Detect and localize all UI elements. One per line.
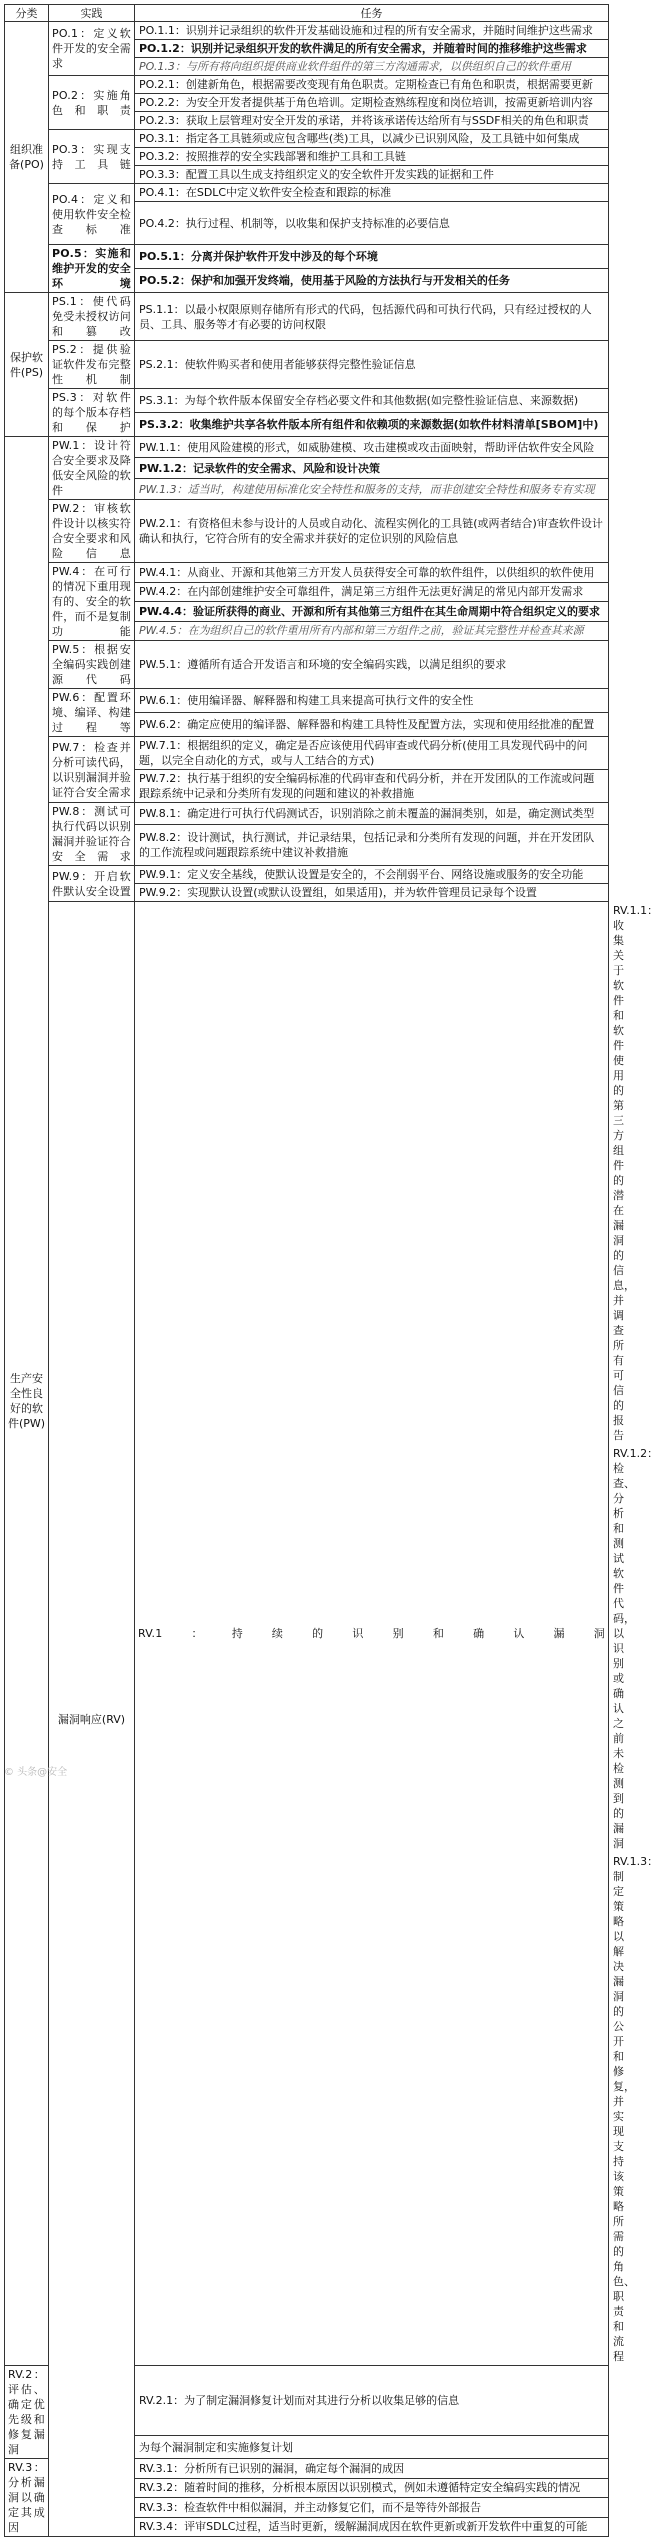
task-rv2-1: RV.2.1：为了制定漏洞修复计划而对其进行分析以收集足够的信息: [135, 2366, 609, 2436]
practice-rv3: RV.3：分析漏洞以确定其成因: [5, 2459, 49, 2537]
table-row: [5, 866, 609, 884]
practice-pw9: PW.9：开启软件默认安全设置: [49, 866, 135, 902]
task-po5-1: PO.5.1：分离并保护软件开发中涉及的每个环境: [135, 245, 609, 269]
category-po: 组织准备(PO): [5, 22, 49, 293]
task-pw4-5: PW.4.5：在为组织自己的软件重用所有内部和第三方组件之前，验证其完整性并检查其来源: [135, 621, 609, 641]
task-po3-2: PO.3.2：按照推荐的安全实践部署和维护工具和工具链: [135, 148, 609, 166]
task-pw5-1: PW.5.1：遵循所有适合开发语言和环境的安全编码实践，以满足组织的要求: [135, 641, 609, 689]
task-rv3-3: RV.3.3：检查软件中相似漏洞，并主动修复它们，而不是等待外部报告: [135, 2498, 609, 2518]
table-row: RV.1.2：检查、分析和测试软件代码，以识别或确认之前未检测到的漏洞: [613, 1447, 658, 1850]
practice-po5: PO.5：实施和维护开发的安全环境: [49, 245, 135, 293]
practice-ps3: PS.3：对软件的每个版本存档和保护: [49, 389, 135, 437]
task-pw1-2: PW.1.2：记录软件的安全需求、风险和设计决策: [135, 458, 609, 479]
task-po2-3: PO.2.3：获取上层管理对安全开发的承诺，并将该承诺传达给所有与SSDF相关的角色和职责: [135, 112, 609, 130]
task-rv3-2: RV.3.2：随着时间的推移，分析根本原因以识别模式，例如未遵循特定安全编码实践的情况: [135, 2478, 609, 2498]
task-pw8-1: PW.8.1：确定进行可执行代码测试否，识别消除之前未覆盖的漏洞类别，如是，确定测试类型: [135, 803, 609, 825]
task-po3-1: PO.3.1：指定各工具链须或应包含哪些(类)工具，以减少已识别风险，及工具链中如何集成: [135, 130, 609, 148]
practice-pw4: PW.4：在可行的情况下重用现有的、安全的软件，而不是复制功能: [49, 563, 135, 641]
table-row: RV.1.3：制定策略以解决漏洞的公开和修复，并实现支持该策略所需的角色、职责和流程: [613, 1855, 658, 2363]
task-po4-1: PO.4.1：在SDLC中定义软件安全检查和跟踪的标准: [135, 184, 609, 202]
task-po1-2: PO.1.2：识别并记录组织开发的软件满足的所有安全需求，并随着时间的推移维护这些需求: [135, 40, 609, 58]
task-pw6-2: PW.6.2：确定应使用的编译器、解释器和构建工具特性及配置方法，实现和使用经批准的配置: [135, 713, 609, 737]
header-practice: 实践: [49, 5, 135, 22]
category-ps: 保护软件(PS): [5, 293, 49, 437]
task-pw7-1: PW.7.1：根据组织的定义，确定是否应该使用代码审查或代码分析(使用工具发现代码中的问题，以完全自动化的方式，或与人工结合的方式): [135, 737, 609, 770]
table-row: [5, 130, 609, 148]
task-pw4-4: PW.4.4：验证所获得的商业、开源和所有其他第三方组件在其生命周期中符合组织定义的要求: [135, 602, 609, 622]
task-pw7-2: PW.7.2：执行基于组织的安全编码标准的代码审查和代码分析，并在开发团队的工作流或问题跟踪系统中记录和分类所有发现的问题和建议的补救措施: [135, 770, 609, 803]
task-ps1-1: PS.1.1：以最小权限原则存储所有形式的代码，包括源代码和可执行代码，只有经过授权的人员、工具、服务等才有必要的访问权限: [135, 293, 609, 341]
task-po1-3: PO.1.3：与所有将向组织提供商业软件组件的第三方沟通需求，以供组织自己的软件重用: [135, 58, 609, 76]
task-po2-1: PO.2.1：创建新角色，根据需要改变现有角色职责。定期检查已有角色和职责，根据需要更新: [135, 76, 609, 94]
practice-po2: PO.2：实施角色和职责: [49, 76, 135, 130]
practice-pw2: PW.2：审核软件设计以核实符合安全要求和风险信息: [49, 500, 135, 563]
table-row: [5, 76, 609, 94]
practice-pw6: PW.6：配置环境、编译、构建过程等: [49, 689, 135, 737]
header-task: 任务: [135, 5, 609, 22]
table-row: [5, 22, 609, 40]
practice-pw8: PW.8：测试可执行代码以识别漏洞并验证符合安全需求: [49, 803, 135, 866]
table-row: [5, 437, 609, 458]
table-row: [5, 500, 609, 563]
task-pw1-3: PW.1.3：适当时，构建使用标准化安全特性和服务的支持，而非创建安全特性和服务专有实现: [135, 479, 609, 500]
task-pw9-1: PW.9.1：定义安全基线，使默认设置是安全的，不会削弱平台、网络设施或服务的安全功能: [135, 866, 609, 884]
table-row: [5, 689, 609, 713]
practice-rv1: RV.1：持续的识别和确认漏洞: [135, 902, 609, 2366]
task-po1-1: PO.1.1：识别并记录组织的软件开发基础设施和过程的所有安全需求，并随时间维护这些需求: [135, 22, 609, 40]
table-row: [5, 389, 609, 413]
task-po2-2: PO.2.2：为安全开发者提供基于角色培训。定期检查熟练程度和岗位培训，按需更新培训内容: [135, 94, 609, 112]
table-row: [5, 803, 609, 825]
practice-rv2: RV.2：评估、确定优先级和修复漏洞: [5, 2366, 49, 2459]
table-row: [5, 641, 609, 689]
task-rv3-4: RV.3.4：评审SDLC过程，适当时更新，缓解漏洞成因在软件更新或新开发软件中重复的可能: [135, 2517, 609, 2537]
table-row: [5, 293, 609, 341]
task-pw4-2: PW.4.2：在内部创建维护安全可靠组件，满足第三方组件无法更好满足的常见内部开发需求: [135, 582, 609, 602]
task-pw9-2: PW.9.2：实现默认设置(或默认设置组，如果适用)，并为软件管理员记录每个设置: [135, 884, 609, 902]
task-pw8-2: PW.8.2：设计测试，执行测试，并记录结果，包括记录和分类所有发现的问题，并在开发团队的工作流程或问题跟踪系统中建议补救措施: [135, 825, 609, 866]
task-pw4-1: PW.4.1：从商业、开源和其他第三方开发人员获得安全可靠的软件组件，以供组织的软件使用: [135, 563, 609, 583]
table-row: [5, 245, 609, 269]
task-po4-2: PO.4.2：执行过程、机制等，以收集和保护支持标准的必要信息: [135, 202, 609, 245]
practice-pw1: PW.1：设计符合安全要求及降低安全风险的软件: [49, 437, 135, 500]
practice-pw7: PW.7：检查并分析可读代码，以识别漏洞并验证符合安全需求: [49, 737, 135, 803]
table-row: [5, 184, 609, 202]
category-rv: 漏洞响应(RV): [49, 902, 135, 2537]
practice-pw5: PW.5：根据安全编码实践创建源代码: [49, 641, 135, 689]
task-ps3-2: PS.3.2：收集维护共享各软件版本所有组件和依赖项的来源数据(如软件材料清单[SBOM]中): [135, 413, 609, 437]
table-header-row: [5, 5, 609, 22]
task-rv3-1: RV.3.1：分析所有已识别的漏洞，确定每个漏洞的成因: [135, 2459, 609, 2479]
table-row: [5, 563, 609, 583]
practice-ps2: PS.2：提供验证软件发布完整性机制: [49, 341, 135, 389]
task-po3-3: PO.3.3：配置工具以生成支持组织定义的安全软件开发实践的证据和工件: [135, 166, 609, 184]
task-rv2-2: 为每个漏洞制定和实施修复计划: [135, 2436, 609, 2459]
table-row: [5, 341, 609, 389]
category-pw: 生产安全性良好的软件(PW): [5, 437, 49, 2366]
task-pw2-1: PW.2.1：有资格但未参与设计的人员或自动化、流程实例化的工具链(或两者结合)审查软件设计确认和执行，它符合所有的安全需求并获好的定位识别的风险信息: [135, 500, 609, 563]
task-ps2-1: PS.2.1：使软件购买者和使用者能够获得完整性验证信息: [135, 341, 609, 389]
practice-po3: PO.3：实现支持工具链: [49, 130, 135, 184]
task-pw6-1: PW.6.1：使用编译器、解释器和构建工具来提高可执行文件的安全性: [135, 689, 609, 713]
task-po5-2: PO.5.2：保护和加强开发终端，使用基于风险的方法执行与开发相关的任务: [135, 269, 609, 293]
header-category: 分类: [5, 5, 49, 22]
practice-ps1: PS.1：使代码免受未授权访问和篡改: [49, 293, 135, 341]
watermark: © 头条@安全: [4, 1767, 68, 1778]
table-row: [5, 737, 609, 770]
task-ps3-1: PS.3.1：为每个软件版本保留安全存档必要文件和其他数据(如完整性验证信息、来源数据): [135, 389, 609, 413]
practice-po4: PO.4：定义和使用软件安全检查标准: [49, 184, 135, 245]
task-pw1-1: PW.1.1：使用风险建模的形式，如威胁建模、攻击建模或攻击面映射，帮助评估软件安全风险: [135, 437, 609, 458]
practice-po1: PO.1：定义软件开发的安全需求: [49, 22, 135, 76]
ssdf-table: [4, 4, 658, 2537]
table-row: 漏洞响应(RV) RV.1：持续的识别和确认漏洞 RV.1.1：收集关于软件和软件使用的第三方组件的潜在漏洞的信息，并调查所有可信的报告: [5, 902, 609, 1445]
